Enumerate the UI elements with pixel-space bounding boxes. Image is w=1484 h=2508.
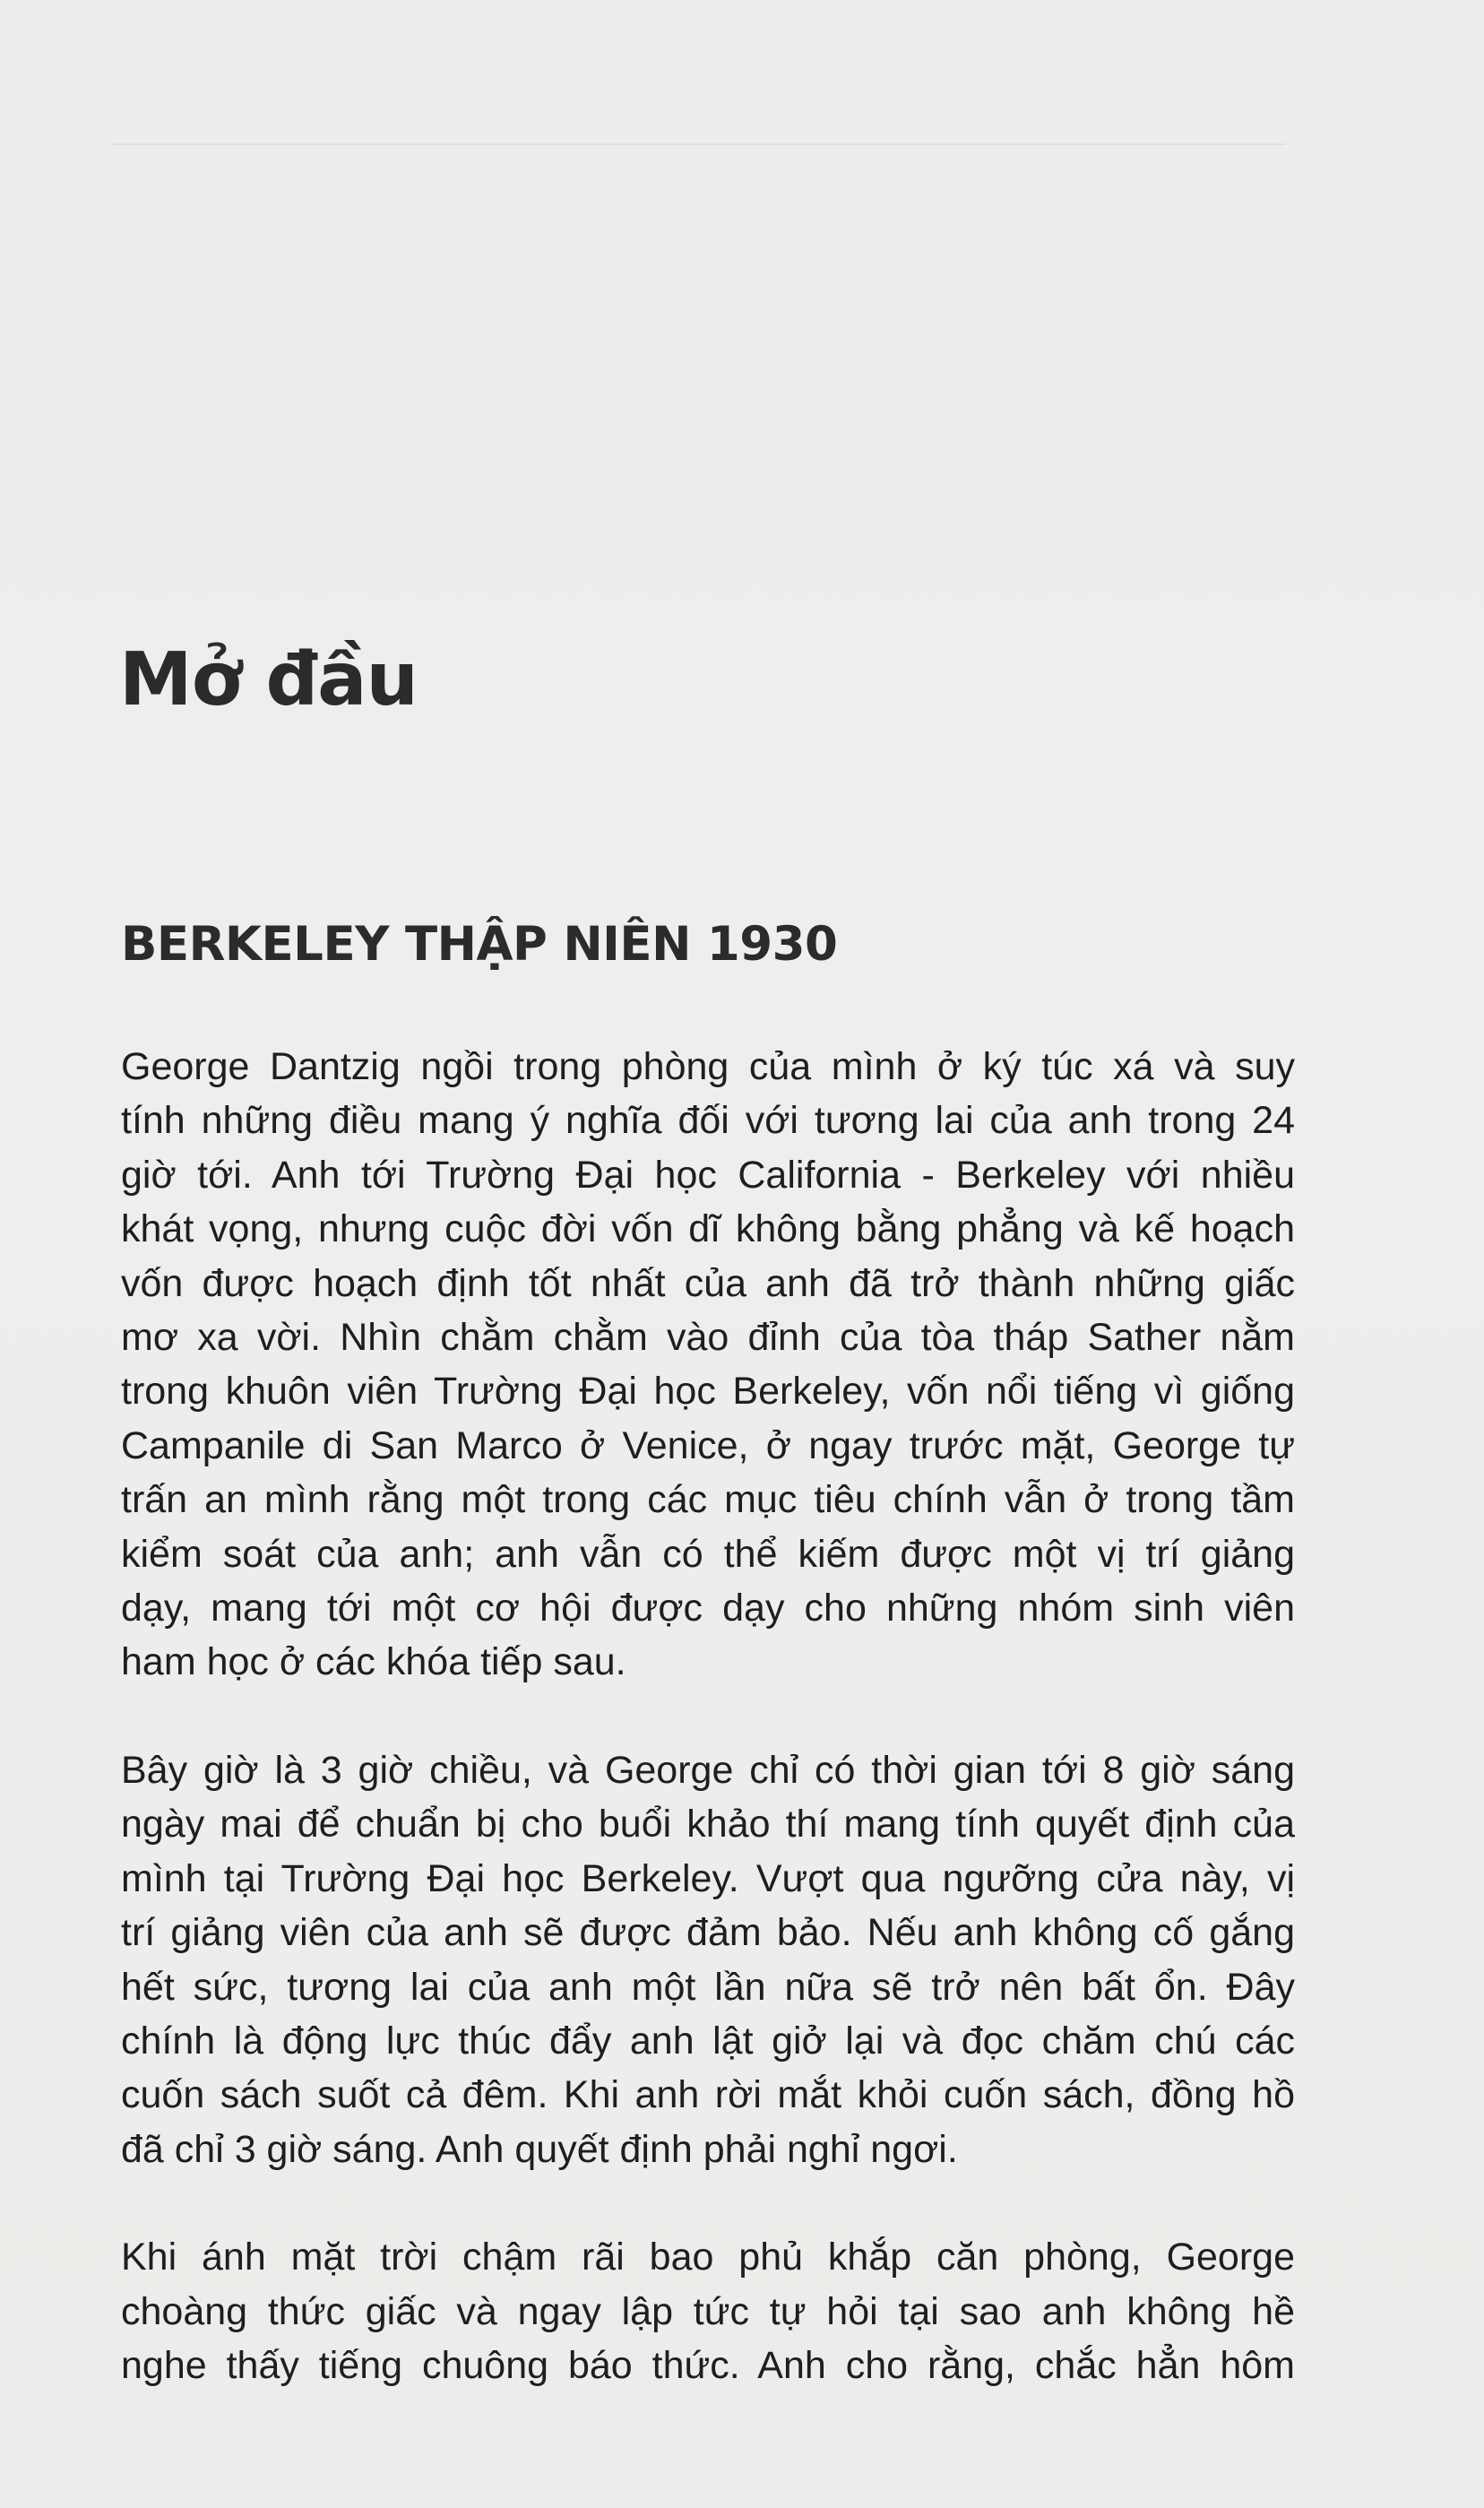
text-line: trí giảng viên của anh sẽ được đảm bảo. Nếu anh không cố gắng <box>121 1911 1295 1955</box>
text-line: mơ xa vời. Nhìn chằm chằm vào đỉnh của tòa tháp Sather nằm <box>121 1316 1295 1360</box>
text-line: ham học ở các khóa tiếp sau. <box>121 1640 626 1684</box>
paragraph-3 <box>121 2230 1295 2392</box>
text-line: choàng thức giấc và ngay lập tức tự hỏi tại sao anh không hề <box>121 2289 1295 2333</box>
text-line: khát vọng, nhưng cuộc đời vốn dĩ không bằng phẳng và kế hoạch <box>121 1207 1295 1251</box>
text-line: dạy, mang tới một cơ hội được dạy cho những nhóm sinh viên <box>121 1587 1295 1630</box>
text-line: trấn an mình rằng một trong các mục tiêu chính vẫn ở trong tầm <box>121 1478 1295 1522</box>
text-line: chính là động lực thúc đẩy anh lật giở lại và đọc chăm chú các <box>121 2019 1295 2063</box>
chapter-title: Mở đầu <box>119 637 418 722</box>
paragraph-1 <box>121 1040 1295 1690</box>
text-line: trong khuôn viên Trường Đại học Berkeley, vốn nổi tiếng vì giống <box>121 1370 1295 1414</box>
text-line: vốn được hoạch định tốt nhất của anh đã trở thành những giấc <box>121 1261 1295 1305</box>
text-line: Khi ánh mặt trời chậm rãi bao phủ khắp căn phòng, George <box>121 2236 1295 2279</box>
text-line: Campanile di San Marco ở Venice, ở ngay trước mặt, George tự <box>121 1423 1295 1467</box>
text-line: kiểm soát của anh; anh vẫn có thể kiếm được một vị trí giảng <box>121 1532 1295 1576</box>
text-line: George Dantzig ngồi trong phòng của mình ở ký túc xá và suy <box>121 1045 1295 1088</box>
body-text <box>121 1040 1295 2446</box>
text-line: Bây giờ là 3 giờ chiều, và George chỉ có thời gian tới 8 giờ sáng <box>121 1748 1295 1792</box>
paragraph-2 <box>121 1743 1295 2176</box>
text-line: đã chỉ 3 giờ sáng. Anh quyết định phải nghỉ ngơi. <box>121 2127 958 2171</box>
text-line: nghe thấy tiếng chuông báo thức. Anh cho rằng, chắc hẳn hôm <box>121 2343 1295 2387</box>
text-line: mình tại Trường Đại học Berkeley. Vượt qua ngưỡng cửa này, vị <box>121 1856 1295 1900</box>
text-line: cuốn sách suốt cả đêm. Khi anh rời mắt khỏi cuốn sách, đồng hồ <box>121 2073 1295 2117</box>
bleed-through-rule <box>112 143 1286 145</box>
text-line: tính những điều mang ý nghĩa đối với tương lai của anh trong 24 <box>121 1099 1295 1143</box>
text-line: ngày mai để chuẩn bị cho buổi khảo thí mang tính quyết định của <box>121 1803 1295 1846</box>
text-line: giờ tới. Anh tới Trường Đại học California - Berkeley với nhiều <box>121 1153 1295 1197</box>
text-line: hết sức, tương lai của anh một lần nữa sẽ trở nên bất ổn. Đây <box>121 1965 1295 2009</box>
section-heading: BERKELEY THẬP NIÊN 1930 <box>121 917 838 972</box>
